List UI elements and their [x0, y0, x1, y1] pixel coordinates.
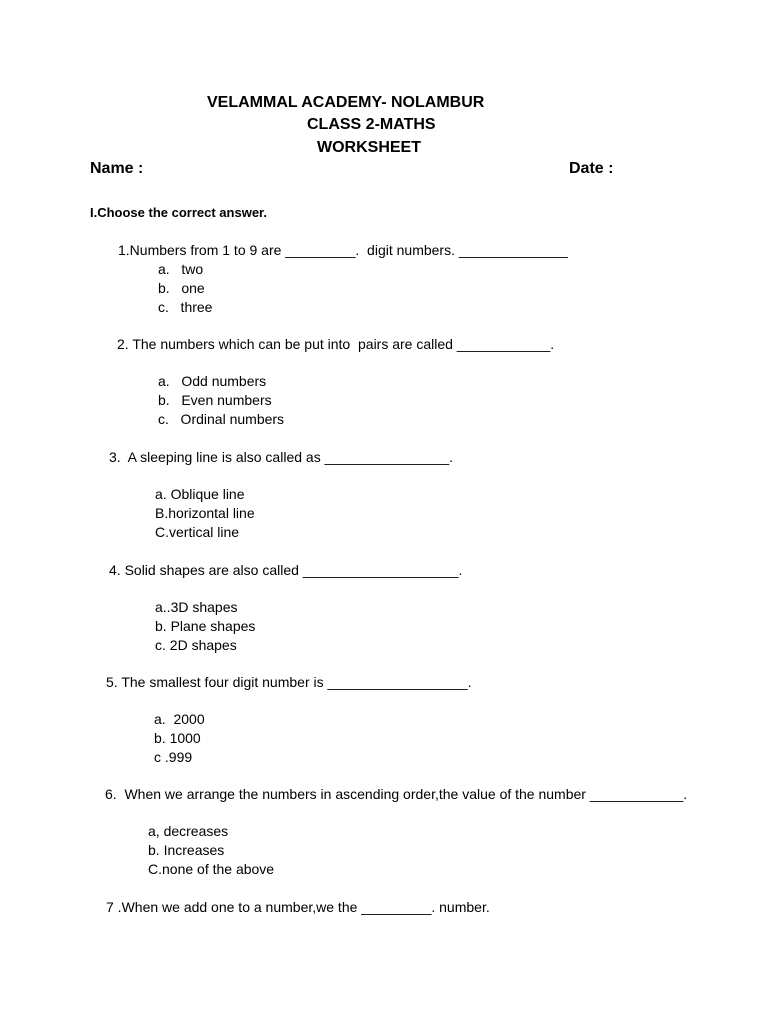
question-4	[109, 563, 462, 577]
option-a: a. 2000	[154, 711, 205, 727]
option-c: C.none of the above	[148, 861, 275, 877]
question-text: 2. The numbers which can be put into pairs are called	[117, 336, 457, 352]
option-b: b. Plane shapes	[155, 618, 256, 634]
section-heading: I.Choose the correct answer.	[90, 205, 268, 220]
question-text: digit numbers.	[359, 242, 459, 258]
option-b: b. one	[158, 280, 205, 296]
answer-blank: ____________.	[456, 336, 555, 352]
option-b: b. 1000	[154, 730, 201, 746]
name-label: Name :	[90, 160, 144, 177]
option-c: c. 2D shapes	[155, 637, 237, 653]
question-text: 5. The smallest four digit number is	[106, 674, 328, 690]
option-a: a. Oblique line	[155, 486, 245, 502]
question-text: 1.Numbers from 1 to 9 are	[118, 242, 286, 258]
question-5	[106, 675, 472, 689]
answer-blank: __________________.	[327, 674, 472, 690]
option-c: c .999	[154, 749, 193, 765]
option-c: C.vertical line	[155, 524, 240, 540]
option-c: c. Ordinal numbers	[158, 411, 285, 427]
answer-blank: ____________________.	[302, 562, 463, 578]
question-7	[106, 900, 490, 914]
option-a: a, decreases	[148, 823, 229, 839]
date-label: Date :	[569, 160, 614, 177]
question-2	[117, 337, 554, 351]
option-c: c. three	[158, 299, 213, 315]
answer-blank: ________________.	[324, 449, 454, 465]
option-a: a. Odd numbers	[158, 373, 267, 389]
class-title: CLASS 2-MATHS	[307, 116, 436, 133]
question-text: 3. A sleeping line is also called as	[109, 449, 325, 465]
answer-blank: ____________.	[589, 786, 688, 802]
question-6	[105, 787, 687, 801]
question-3	[109, 450, 453, 464]
answer-blank: _________.	[285, 242, 360, 258]
school-name: VELAMMAL ACADEMY- NOLAMBUR	[207, 94, 485, 111]
option-a: a..3D shapes	[155, 599, 238, 615]
option-a: a. two	[158, 261, 204, 277]
answer-blank: ______________	[458, 242, 568, 258]
question-text: 7 .When we add one to a number,we the	[106, 899, 362, 915]
question-1	[118, 243, 568, 257]
question-text: 4. Solid shapes are also called	[109, 562, 303, 578]
answer-blank: _________.	[361, 899, 436, 915]
worksheet-title: WORKSHEET	[317, 139, 421, 156]
question-text: number.	[435, 899, 490, 915]
question-text: 6. When we arrange the numbers in ascending order,the value of the number	[105, 786, 590, 802]
option-b: B.horizontal line	[155, 505, 255, 521]
option-b: b. Increases	[148, 842, 225, 858]
option-b: b. Even numbers	[158, 392, 272, 408]
